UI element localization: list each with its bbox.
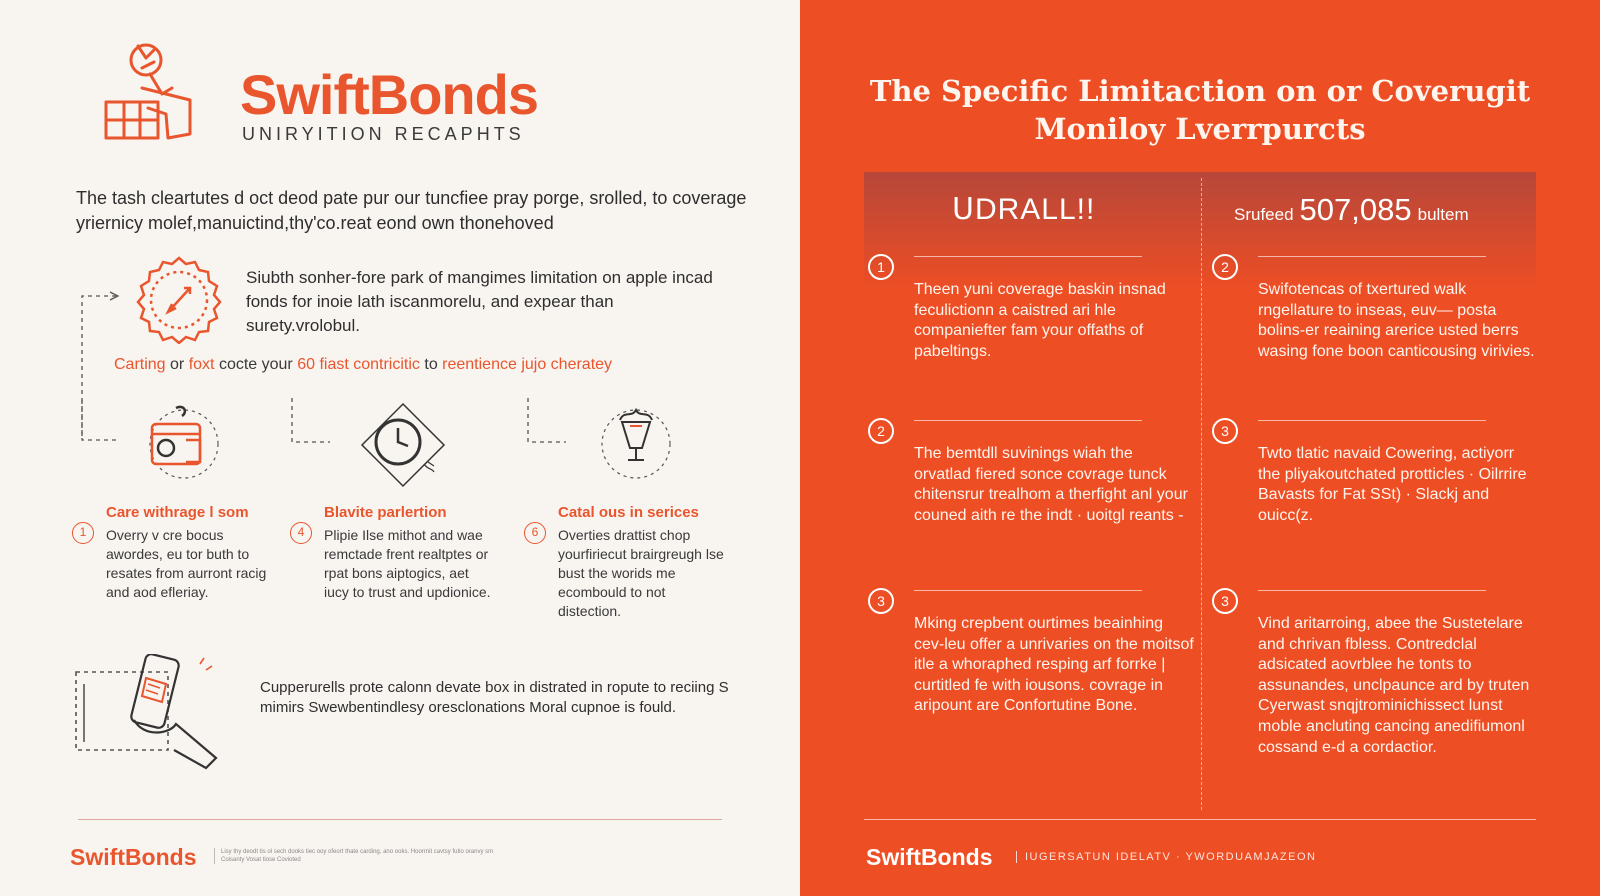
item-number-badge: 2: [868, 418, 894, 444]
column-title: Care withrage l som: [106, 504, 249, 521]
item-body: Twto tlatic navaid Cowering, actiyorr the pliyakoutchated protticles · Oilrrire Bavasts for Fat SSt) · Slackj and ouicc(z.: [1258, 445, 1527, 524]
item-number-badge: 1: [868, 254, 894, 280]
item-divider: [1258, 256, 1486, 257]
highlight-part-2: or: [165, 356, 189, 373]
right-footer-fineprint: IUGERSATUN IDELATV · YWORDUAMJAZEON: [1016, 851, 1316, 863]
column-body: Plipie Ilse mithot and wae remctade frent realtptes or rpat bons aiptogics, aet iucy to trust and updionice.: [324, 527, 491, 600]
right-footer-brand: SwiftBonds: [866, 844, 993, 870]
brand-logo-text: SwiftBonds: [240, 63, 538, 126]
right-column-header: [1234, 192, 1469, 228]
item-divider: [914, 590, 1142, 591]
right-footer-divider: [864, 819, 1536, 820]
feature-description: Siubth sonher-fore park of mangimes limitation on apple incad fonds for inoie lath iscanmorelu, and expear than surety.vrolobul.: [246, 268, 713, 335]
column-number-badge: 4: [290, 522, 312, 544]
brand-tagline: UNIRYITION RECAPHTS: [242, 124, 525, 144]
item-body: Vind aritarroing, abee the Sustetelare and chrivan fbless. Contredclal adsicated aovrblee he tonts to assunandes, unclpaunce ard by truten Cyerwast snqjtrominichissect lunst moble ancluting cancing anedifiumonl cossand e-d a cordactior.: [1258, 615, 1530, 756]
item-divider: [914, 420, 1142, 421]
item-number-badge: 3: [1212, 588, 1238, 614]
column-body: Overties drattist chop yourfiriecut brairgreugh lse bust the worids me ecombould to not distection.: [558, 527, 724, 619]
comparison-column-divider: [1201, 178, 1202, 810]
item-body: Theen yuni coverage baskin insnad feculictionn a caistred ari hle companiefter fam your offaths of pabeltings.: [914, 281, 1166, 360]
highlight-part-3: foxt: [188, 356, 215, 373]
left-column-header: ᑌDRALL!!: [952, 193, 1096, 226]
highlight-part-6: to: [419, 356, 443, 373]
column-title: Blavite parlertion: [324, 504, 447, 521]
clock-diamond-icon: [358, 400, 448, 490]
item-divider: [1258, 420, 1486, 421]
left-footer-brand: SwiftBonds: [70, 844, 197, 870]
left-footer-fineprint: Lisy thy deodt tis ol sech dooks tiec ooy ofeort thate carding, ano ooks. Hoorrnit cavtsy futio oranvy sm Coisanty Vosat tiose Covioted: [214, 848, 514, 864]
column-body: Overry v cre bocus awordes, eu tor buth to resates from aurront racig and aod efleriay.: [106, 527, 267, 600]
right-title-line-1: The Specific Limitaction on or Coverugit: [869, 74, 1531, 108]
item-number-badge: 3: [1212, 418, 1238, 444]
highlight-part-4: cocte your: [214, 356, 298, 373]
item-body: The bemtdll suvinings wiah the orvatlad fiered sonce covrage tunck chitensrur trealhom a therfight anl your couned aith re the indt · uoitgl reants -: [914, 445, 1188, 524]
highlight-part-5: 60 fiast contricitic: [297, 356, 420, 373]
comparison-card-header-band: [864, 172, 1536, 292]
item-body: Mking crepbent ourtimes beainhing cev-leu offer a unrivaries on the moitsof itle a whoraphed resping arf forrke | curtitled fe with iousons. covrage in aripount are Confortutine Bone.: [914, 615, 1194, 715]
item-number-badge: 2: [1212, 254, 1238, 280]
funnel-icon: [592, 400, 682, 490]
highlight-part-1: Carting: [114, 356, 166, 373]
item-body: Swifotencas of txertured walk rngellature to inseas, euv— posta bolins-er reaining arerice usted berrs wasing fone boon canticousing virivies.: [1258, 281, 1535, 360]
item-divider: [914, 256, 1142, 257]
rocket-badge-icon: [134, 254, 224, 344]
right-panel-title: [820, 72, 1580, 148]
intro-paragraph: The tash cleartutes d oct deod pate pur our tuncfiee pray porge, srolled, to coverage yriernicy molef,manuictind,thy'co.reat eond own thonehoved: [76, 188, 747, 233]
item-divider: [1258, 590, 1486, 591]
highlight-part-7: reentience jujo cheratey: [442, 356, 613, 373]
column-number-badge: 6: [524, 522, 546, 544]
cooking-pot-icon: [136, 400, 226, 490]
column-title: Catal ous in serices: [558, 504, 699, 521]
right-title-line-2: Moniloy Lverrpurcts: [1034, 112, 1366, 146]
column-number-badge: 1: [72, 522, 94, 544]
item-number-badge: 3: [868, 588, 894, 614]
bottom-description: Cupperurells prote calonn devate box in distrated in ropute to reciing S mimirs Swewbentindlesy oresclonations Moral cupnoe is fould.: [260, 679, 729, 716]
hammer-hand-logo-icon: [102, 38, 198, 146]
phone-hand-icon: [74, 654, 234, 774]
highlight-line: [114, 356, 754, 374]
left-footer-divider: [78, 819, 722, 820]
header-prefix: Srufeed: [1234, 205, 1294, 224]
header-number: 507,085: [1299, 192, 1412, 227]
header-suffix: bultem: [1417, 205, 1469, 224]
